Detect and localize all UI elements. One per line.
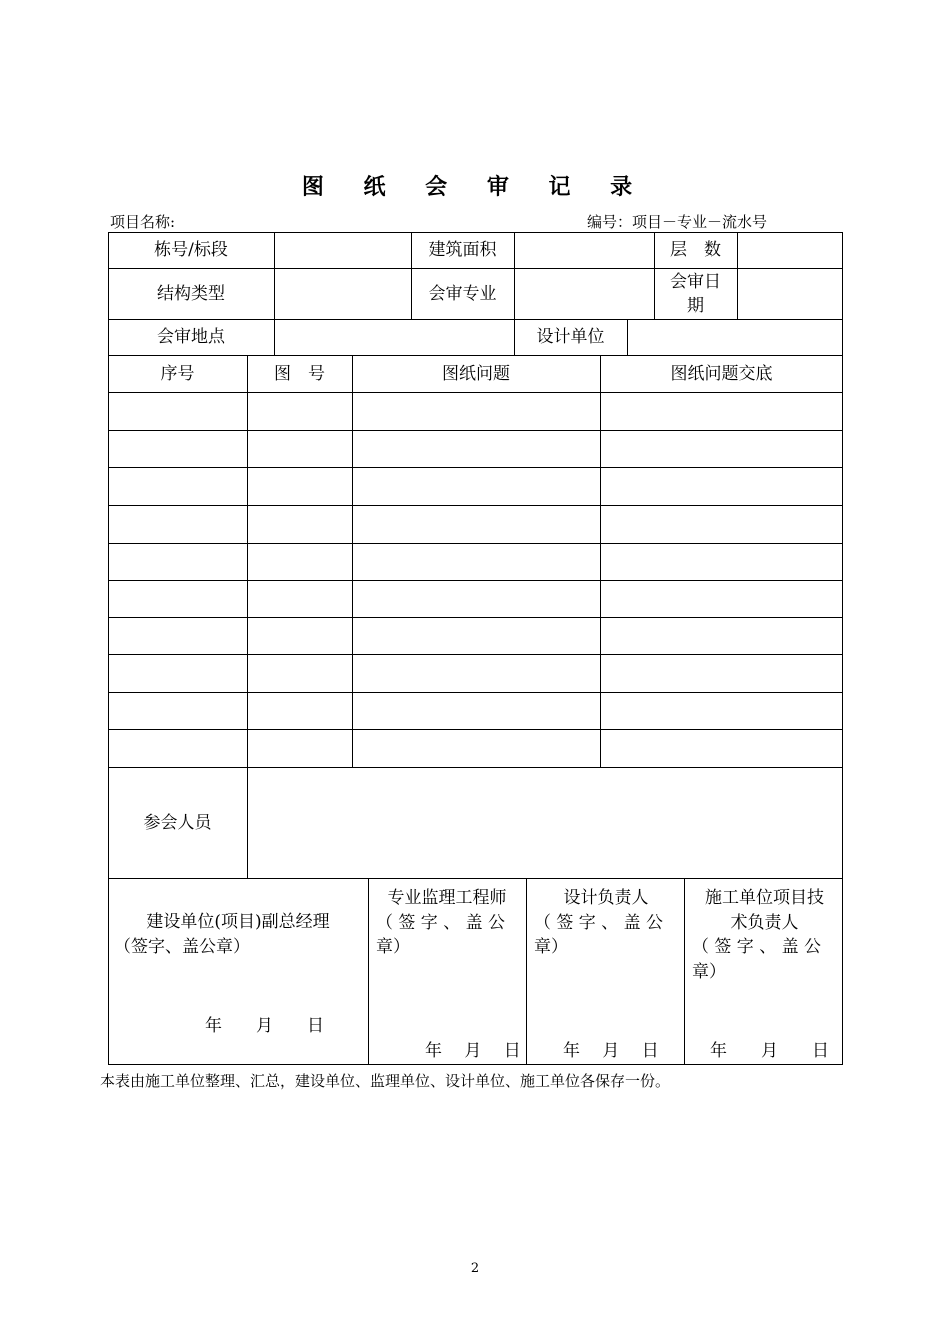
table-cell-serial[interactable]: [108, 617, 247, 654]
row-divider: [108, 878, 843, 879]
table-cell-drawing-no[interactable]: [247, 430, 352, 467]
table-cell-issue[interactable]: [352, 505, 600, 543]
contractor-signature-note: （ 签 字 、 盖 公: [692, 937, 822, 957]
table-cell-issue[interactable]: [352, 617, 600, 654]
supervisor-signature-note: （ 签 字 、 盖 公: [376, 913, 506, 933]
table-cell-serial[interactable]: [108, 729, 247, 767]
design-unit-label: 设计单位: [536, 327, 605, 347]
table-cell-issue[interactable]: [352, 392, 600, 430]
designer-signature-date: 年 月 日: [563, 1041, 659, 1061]
table-cell-resolution[interactable]: [600, 729, 843, 767]
table-cell-issue[interactable]: [352, 467, 600, 505]
table-cell-serial[interactable]: [108, 467, 247, 505]
table-cell-serial[interactable]: [108, 505, 247, 543]
document-title: 图 纸 会 审 记 录: [301, 174, 649, 200]
designer-signature-note-end: 章）: [534, 937, 568, 957]
designer-signature-title: 设计负责人: [563, 888, 649, 908]
review-date-label-line2: 期: [687, 295, 704, 316]
table-cell-resolution[interactable]: [600, 580, 843, 617]
owner-signature-title: 建设单位(项目)副总经理: [146, 912, 330, 932]
table-cell-serial[interactable]: [108, 580, 247, 617]
column-header-drawing-no: 图 号: [274, 363, 325, 384]
table-cell-resolution[interactable]: [600, 392, 843, 430]
review-location-field[interactable]: [274, 319, 514, 355]
attendees-field[interactable]: [247, 767, 843, 878]
column-divider: [526, 878, 527, 1065]
supervisor-signature-date: 年 月 日: [425, 1041, 521, 1061]
owner-signature-date: 年 月 日: [205, 1016, 324, 1036]
column-header-serial: 序号: [160, 363, 195, 384]
table-cell-serial[interactable]: [108, 430, 247, 467]
review-date-label-line1: 会审日: [670, 271, 721, 292]
table-cell-resolution[interactable]: [600, 654, 843, 692]
table-cell-issue[interactable]: [352, 543, 600, 580]
structure-type-label: 结构类型: [157, 283, 225, 304]
column-divider: [684, 878, 685, 1065]
review-date-label: [654, 268, 737, 319]
contractor-signature-note-end: 章）: [692, 962, 726, 982]
table-cell-issue[interactable]: [352, 580, 600, 617]
review-location-label: 会审地点: [157, 327, 225, 347]
review-date-field[interactable]: [737, 268, 843, 319]
table-cell-issue[interactable]: [352, 692, 600, 729]
review-specialty-label: 会审专业: [428, 283, 497, 304]
table-cell-resolution[interactable]: [600, 505, 843, 543]
floors-field[interactable]: [737, 232, 843, 268]
building-no-field[interactable]: [274, 232, 411, 268]
building-area-field[interactable]: [514, 232, 654, 268]
column-header-issue: 图纸问题: [442, 363, 510, 384]
floors-label: 层 数: [670, 240, 721, 260]
table-cell-resolution[interactable]: [600, 617, 843, 654]
table-cell-resolution[interactable]: [600, 430, 843, 467]
table-cell-drawing-no[interactable]: [247, 580, 352, 617]
project-name-label: 项目名称:: [110, 213, 176, 231]
building-no-label: 栋号/标段: [154, 240, 228, 260]
table-cell-serial[interactable]: [108, 654, 247, 692]
column-header-resolution: 图纸问题交底: [670, 363, 773, 384]
structure-type-field[interactable]: [274, 268, 411, 319]
table-cell-drawing-no[interactable]: [247, 617, 352, 654]
table-cell-drawing-no[interactable]: [247, 505, 352, 543]
design-unit-field[interactable]: [627, 319, 843, 355]
table-cell-serial[interactable]: [108, 692, 247, 729]
table-cell-drawing-no[interactable]: [247, 729, 352, 767]
table-cell-serial[interactable]: [108, 392, 247, 430]
contractor-signature-title-end: 术负责人: [730, 913, 799, 933]
column-divider: [368, 878, 369, 1065]
table-cell-issue[interactable]: [352, 729, 600, 767]
table-cell-issue[interactable]: [352, 430, 600, 467]
contractor-signature-date: 年 月 日: [710, 1041, 829, 1061]
code-label: 编号：项目－专业－流水号: [587, 213, 768, 231]
owner-signature-note: （签字、盖公章）: [114, 937, 250, 957]
table-cell-drawing-no[interactable]: [247, 654, 352, 692]
table-cell-drawing-no[interactable]: [247, 392, 352, 430]
building-area-label: 建筑面积: [428, 240, 497, 260]
table-cell-resolution[interactable]: [600, 692, 843, 729]
table-cell-drawing-no[interactable]: [247, 692, 352, 729]
table-cell-resolution[interactable]: [600, 543, 843, 580]
contractor-signature-title: 施工单位项目技: [705, 888, 824, 908]
attendees-label: 参会人员: [143, 812, 212, 833]
review-specialty-field[interactable]: [514, 268, 654, 319]
supervisor-signature-note-end: 章）: [376, 937, 410, 957]
table-cell-serial[interactable]: [108, 543, 247, 580]
table-cell-drawing-no[interactable]: [247, 543, 352, 580]
designer-signature-note: （ 签 字 、 盖 公: [534, 913, 664, 933]
table-cell-issue[interactable]: [352, 654, 600, 692]
footer-note: 本表由施工单位整理、汇总，建设单位、监理单位、设计单位、施工单位各保存一份。: [100, 1072, 671, 1090]
supervisor-signature-title: 专业监理工程师: [387, 888, 507, 908]
table-cell-resolution[interactable]: [600, 467, 843, 505]
table-cell-drawing-no[interactable]: [247, 467, 352, 505]
page-number: 2: [470, 1261, 480, 1276]
